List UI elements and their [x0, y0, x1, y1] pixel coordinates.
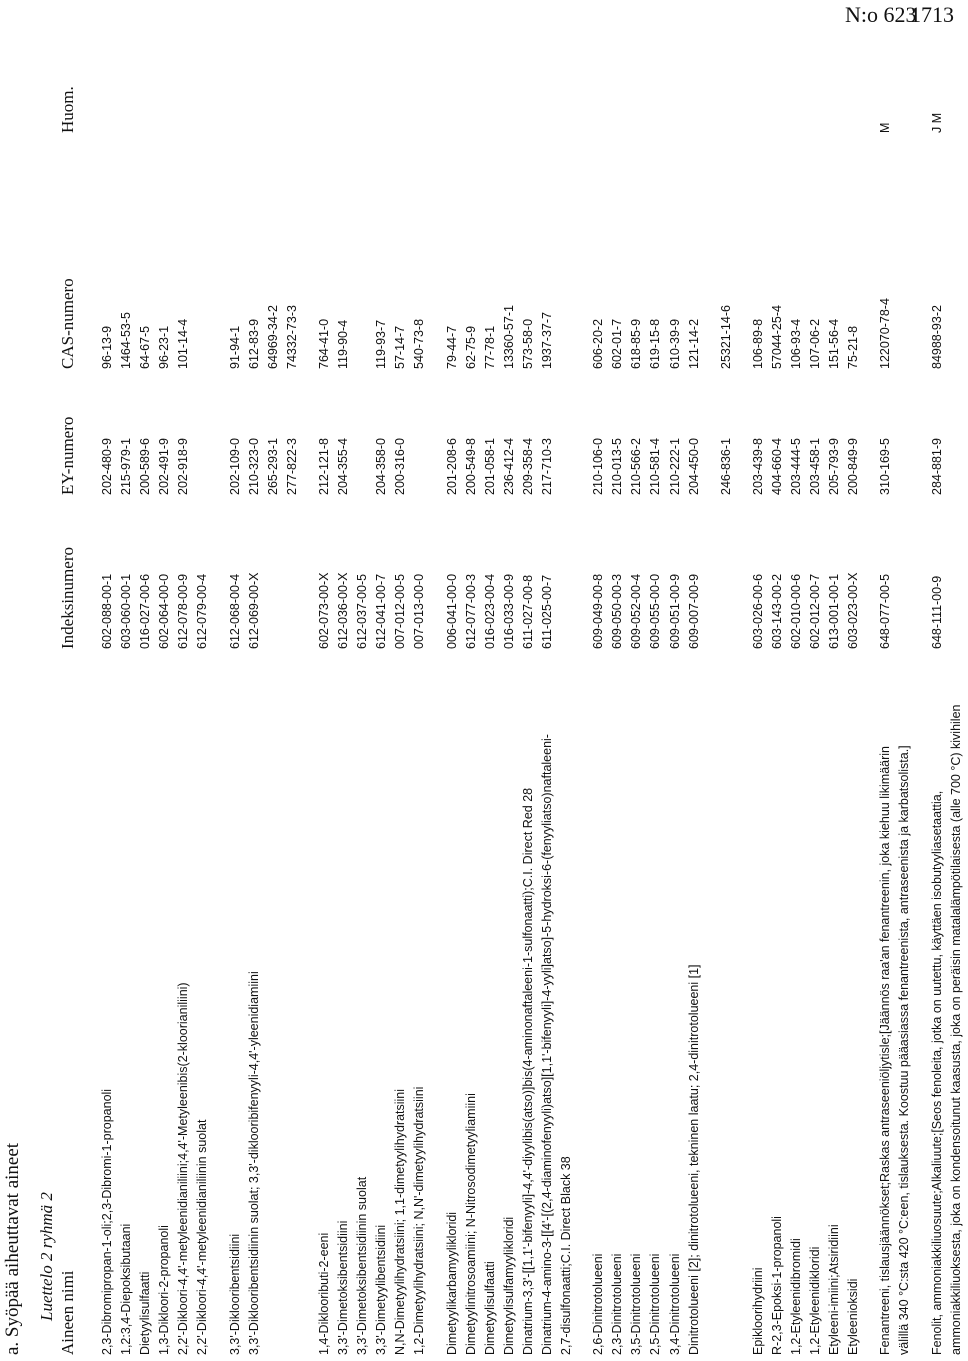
table-row [374, 0, 393, 1361]
cell-name: 2,2'-Dikloori-4,4'-metyleenidianiliini;4,4'-Metyleenibis(2-kloorianiliini) [176, 982, 191, 1355]
table-row [949, 0, 968, 1361]
cell-name: Epikloorihydriini [750, 1267, 765, 1355]
table-row [668, 0, 687, 1361]
cell-index: 612-041-00-7 [374, 573, 389, 649]
cell-index: 602-064-00-0 [157, 573, 172, 649]
cell-cas: 57044-25-4 [769, 305, 784, 369]
cell-cas: 602-01-7 [610, 318, 625, 369]
cell-index: 602-088-00-1 [100, 573, 114, 649]
table-row [157, 0, 176, 1361]
cell-ey: 236-412-4 [501, 438, 516, 495]
table-row [719, 0, 738, 1361]
cell-name: R-2,3-Epoksi-1-propanoli [769, 1216, 784, 1355]
cell-index: 611-025-00-7 [539, 574, 554, 649]
cell-cas: 96-23-1 [157, 325, 172, 369]
cell-cas: 119-93-7 [374, 319, 389, 369]
cell-cas: 1937-37-7 [539, 312, 554, 369]
cell-index: 602-073-00-X [316, 572, 331, 649]
cell-cas: 79-44-7 [444, 325, 459, 369]
header-index: Indeksinumero [58, 547, 77, 649]
cell-index: 611-027-00-8 [520, 574, 535, 649]
cell-index: 006-041-00-0 [444, 573, 459, 649]
table-row [540, 0, 559, 1361]
cell-cas: 540-73-8 [412, 318, 427, 369]
cell-ey: 202-918-9 [176, 438, 191, 495]
table-row [100, 0, 119, 1361]
cell-ey: 202-109-0 [227, 438, 242, 495]
table-row [629, 0, 648, 1361]
cell-ey: 210-013-5 [610, 438, 625, 495]
cell-cas: 64-67-5 [138, 325, 153, 369]
cell-index: 603-023-00-X [846, 572, 861, 649]
table-row [317, 0, 336, 1361]
table-row [648, 0, 667, 1361]
cell-ey: 203-458-1 [808, 438, 823, 495]
cell-ey: 404-660-4 [769, 438, 784, 495]
cell-ey: 277-822-3 [284, 438, 299, 495]
table-row [285, 0, 304, 1361]
table-row [266, 0, 285, 1361]
cell-name: Etyleeni-imiini;Atsiridiini [827, 1224, 842, 1355]
cell-index: 648-077-00-5 [878, 573, 893, 649]
table-row [827, 0, 846, 1361]
cell-index: 612-069-00-X [246, 572, 261, 649]
cell-name: Dimetyylikarbamyylikloridi [444, 1211, 459, 1355]
cell-cas: 74332-73-3 [284, 305, 299, 369]
cell-ey: 203-439-8 [750, 438, 765, 495]
cell-name: Dimetyylisulfaatti [482, 1261, 497, 1355]
table-row [751, 0, 770, 1361]
cell-cas: 573-58-0 [520, 318, 535, 369]
cell-name: Dinitrotolueeni [2]; dinitrotolueeni, tekninen laatu; 2,4-dinitrotolueeni [1] [686, 964, 701, 1355]
cell-name: Etyleenioksidi [846, 1278, 861, 1355]
cell-cas: 101-14-4 [176, 318, 191, 369]
cell-name: 1,2:3,4-Diepoksibutaani [119, 1223, 134, 1355]
table-row [445, 0, 464, 1361]
cell-index: 609-052-00-4 [629, 573, 644, 649]
cell-cas: 610-39-9 [667, 318, 682, 369]
cell-name: 2,3-Dibromipropan-1-oli;2,3-Dibromi-1-propanoli [100, 1088, 114, 1355]
page-number: 1713 [910, 2, 954, 27]
cell-cas: 119-90-4 [336, 319, 351, 369]
cell-ey: 200-849-9 [846, 438, 861, 495]
cell-ey: 210-106-0 [591, 438, 606, 495]
cell-cas: 122070-78-4 [878, 298, 893, 369]
cell-cas: 13360-57-1 [501, 305, 516, 369]
table-row [483, 0, 502, 1361]
table-row [412, 0, 431, 1361]
cell-cas: 1464-53-5 [119, 312, 134, 369]
cell-cas: 606-20-2 [591, 318, 606, 369]
table-row [897, 0, 916, 1361]
cell-index: 609-055-00-0 [648, 573, 663, 649]
section-title: a. Syöpää aiheuttavat aineet [2, 1142, 23, 1355]
cell-cas: 64969-34-2 [265, 305, 280, 369]
cell-cas: 151-56-4 [827, 318, 842, 369]
cell-ey: 200-549-8 [463, 438, 478, 495]
table-row [878, 0, 897, 1361]
cell-cas: 121-14-2 [686, 318, 701, 369]
table-row [393, 0, 412, 1361]
cell-note: M [878, 122, 893, 133]
cell-cas: 619-15-8 [648, 318, 663, 369]
list-title: Luettelo 2 ryhmä 2 [37, 1192, 56, 1321]
cell-cas: 91-94-1 [227, 325, 242, 369]
column-headers [58, 0, 84, 1361]
cell-cas: 764-41-0 [316, 318, 331, 369]
cell-name: 3,3'-Dimetoksibentsidiinin suolat [355, 1176, 370, 1355]
header-ey: EY-numero [58, 416, 77, 495]
table-row [808, 0, 827, 1361]
header-name: Aineen nimi [58, 1270, 77, 1355]
table-row [176, 0, 195, 1361]
cell-ey: 202-480-9 [100, 438, 114, 495]
cell-index: 016-033-00-9 [501, 573, 516, 649]
cell-name: Dinatrium-3,3'-[[1,1'-bifenyyli]-4,4'-diyylibis(atso)]bis(4-aminonaftaleeni-1-sulfonaatti);C.I. Direct Red 28 [520, 787, 535, 1355]
cell-ey: 203-444-5 [789, 438, 803, 495]
cell-name: Dinatrium-4-amino-3-[[4'-[(2,4-diaminofenyyli)atso][1,1'-bifenyyli]-4-yyli]atso]-5-hydroksi-6-(fenyyliatso)naftaleeni- [539, 734, 554, 1355]
cell-name: 2,5-Dinitrotolueeni [648, 1253, 663, 1355]
cell-ey: 200-316-0 [393, 438, 408, 495]
table-row [247, 0, 266, 1361]
cell-ey: 204-358-0 [374, 438, 389, 495]
cell-index: 603-060-00-1 [119, 573, 134, 649]
cell-name: 3,3'-Dimetoksibentsidiini [336, 1220, 351, 1355]
cell-ey: 210-566-2 [629, 438, 644, 495]
cell-index: 602-012-00-7 [808, 573, 823, 649]
cell-cas: 62-75-9 [463, 325, 478, 369]
cell-name: Fenantreeni, tislausjäännökset;Raskas antraseeniöljytisle;[Jäännös raa'an fenantreenin, joka kiehuu likimäärin [878, 746, 893, 1355]
cell-name: ammoniakkiliuoksesta, joka on kondensoitunut kaasusta, joka on peräisin matalalämpötilaisesta (alle 700 °C) kivihilen [948, 704, 963, 1355]
cell-note: J M [929, 112, 944, 133]
cell-ey: 204-450-0 [686, 438, 701, 495]
cell-ey: 209-358-4 [520, 438, 535, 495]
cell-ey: 201-058-1 [482, 438, 497, 495]
table-row [559, 0, 578, 1361]
cell-cas: 612-83-9 [246, 318, 261, 369]
cell-name: 2,3-Dinitrotolueeni [610, 1253, 625, 1355]
cell-index: 612-068-00-4 [227, 573, 242, 649]
cell-cas: 106-93-4 [789, 318, 803, 369]
cell-cas: 106-89-8 [750, 318, 765, 369]
cell-ey: 204-355-4 [336, 438, 351, 495]
cell-index: 612-077-00-3 [463, 573, 478, 649]
cell-cas: 618-85-9 [629, 318, 644, 369]
cell-ey: 201-208-6 [444, 438, 459, 495]
cell-name: Dimetyylinitrosoamiini; N-Nitrosodimetyyliamiini [463, 1093, 478, 1355]
cell-index: 007-012-00-5 [393, 573, 408, 649]
cell-index: 612-078-00-9 [176, 573, 191, 649]
table-row [119, 0, 138, 1361]
cell-index: 648-111-00-9 [929, 575, 944, 649]
document-number: N:o 623 [845, 2, 917, 27]
cell-index: 613-001-00-1 [827, 573, 842, 649]
cell-ey: 212-121-8 [316, 438, 331, 495]
cell-ey: 210-222-1 [667, 438, 682, 495]
cell-ey: 265-293-1 [265, 438, 280, 495]
cell-name: 2,7-disulfonaatti;C.I. Direct Black 38 [559, 1156, 574, 1355]
cell-ey: 205-793-9 [827, 438, 842, 495]
table-row [195, 0, 214, 1361]
table-row [502, 0, 521, 1361]
cell-index: 612-037-00-5 [355, 573, 370, 649]
cell-index: 612-079-00-4 [195, 573, 210, 649]
table-row [930, 0, 949, 1361]
cell-name: 1,3-Dikloori-2-propanoli [157, 1225, 172, 1355]
cell-name: 3,3'-Dimetyylibentsidiini [374, 1224, 389, 1355]
cell-index: 016-023-00-4 [482, 573, 497, 649]
cell-ey: 215-979-1 [119, 438, 134, 495]
cell-index: 603-143-00-2 [769, 573, 784, 649]
table-row [591, 0, 610, 1361]
cell-name: Dimetyylisulfamyylikloridi [501, 1216, 516, 1355]
cell-name: N,N-Dimetyylihydratsiini; 1,1-dimetyylihydratsiini [393, 1088, 408, 1355]
cell-index: 609-049-00-8 [591, 573, 606, 649]
cell-ey: 210-581-4 [648, 438, 663, 495]
cell-name: 3,4-Dinitrotolueeni [667, 1253, 682, 1355]
table-row [687, 0, 706, 1361]
cell-name: 1,2-Dimetyylihydratsiini; N,N'-dimetyylihydratsiini [412, 1086, 427, 1355]
cell-name: välillä 340 °C:sta 420 °C:een, tislauksesta. Koostuu pääasiassa fenantreenista, antraseenista ja karbatsolista.] [897, 745, 912, 1355]
cell-cas: 25321-14-6 [718, 305, 733, 369]
cell-ey: 210-323-0 [246, 438, 261, 495]
cell-name: 1,4-Diklooributi-2-eeni [316, 1232, 331, 1355]
table-row [610, 0, 629, 1361]
cell-cas: 84988-93-2 [929, 305, 944, 369]
table-row [846, 0, 865, 1361]
table-row [789, 0, 808, 1361]
cell-index: 602-010-00-6 [789, 573, 803, 649]
table-row [770, 0, 789, 1361]
cell-ey: 284-881-9 [929, 438, 944, 495]
substance-table [100, 0, 968, 1361]
cell-index: 609-050-00-3 [610, 573, 625, 649]
cell-index: 612-036-00-X [336, 572, 351, 649]
table-row [228, 0, 247, 1361]
cell-cas: 57-14-7 [393, 325, 408, 369]
cell-cas: 96-13-9 [100, 325, 114, 369]
cell-name: Fenolit, ammoniakkiliuosuute;Alkaliuute;[Seos fenoleita, jotka on uutettu, käyttäen isobutyyliasetaattia, [929, 790, 944, 1355]
cell-index: 016-027-00-6 [138, 573, 153, 649]
table-row [521, 0, 540, 1361]
cell-ey: 202-491-9 [157, 438, 172, 495]
cell-ey: 246-836-1 [718, 438, 733, 495]
cell-name: 3,3'-Diklooribentsidiini [227, 1233, 242, 1355]
cell-ey: 217-710-3 [539, 438, 554, 495]
table-row [138, 0, 157, 1361]
cell-cas: 75-21-8 [846, 325, 861, 369]
table-row [464, 0, 483, 1361]
cell-name: 1,2-Etyleenidibromidi [789, 1238, 803, 1355]
cell-ey: 310-169-5 [878, 438, 893, 495]
cell-index: 609-051-00-9 [667, 573, 682, 649]
header-cas: CAS-numero [58, 278, 77, 369]
cell-index: 603-026-00-6 [750, 573, 765, 649]
cell-name: 3,3'-Diklooribentsidiinin suolat; 3,3'-diklooribifenyyli-4,4'-yleenidiamiini [246, 971, 261, 1355]
cell-name: 2,6-Dinitrotolueeni [591, 1253, 606, 1355]
cell-ey: 200-589-6 [138, 438, 153, 495]
cell-cas: 77-78-1 [482, 325, 497, 369]
header-note: Huom. [58, 86, 77, 133]
cell-name: 1,2-Etyleenidikloridi [808, 1246, 823, 1355]
cell-name: Dietyylisulfaatti [138, 1271, 153, 1355]
cell-cas: 107-06-2 [808, 318, 823, 369]
table-row [355, 0, 374, 1361]
cell-index: 007-013-00-0 [412, 573, 427, 649]
table-row [336, 0, 355, 1361]
cell-index: 609-007-00-9 [686, 573, 701, 649]
cell-name: 3,5-Dinitrotolueeni [629, 1253, 644, 1355]
cell-name: 2,2'-Dikloori-4,4'-metyleenidianiliinin suolat [195, 1119, 210, 1355]
